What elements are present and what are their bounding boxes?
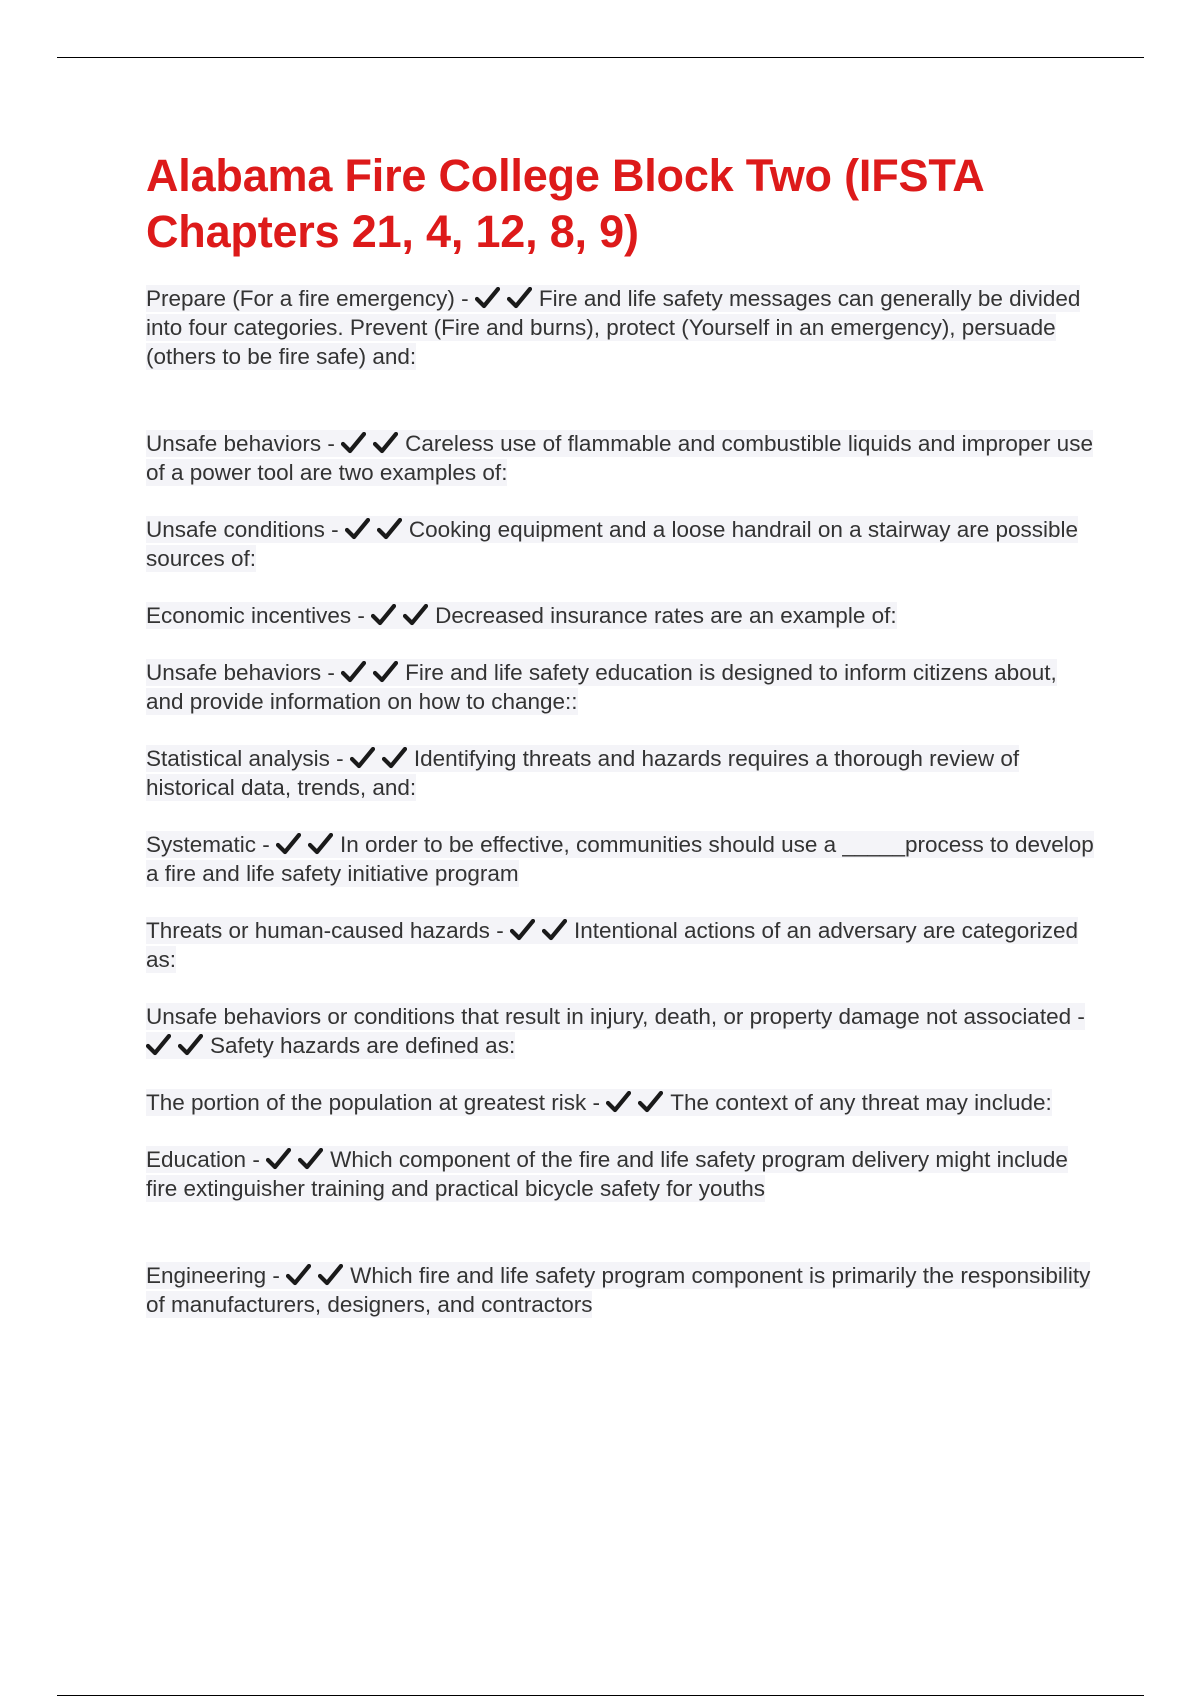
- qa-separator: -: [351, 603, 372, 628]
- qa-answer: Threats or human-caused hazards: [146, 918, 490, 943]
- qa-answer: Engineering: [146, 1263, 267, 1288]
- qa-item: [146, 429, 1096, 487]
- qa-list: [146, 284, 1096, 1319]
- check-mark-icon: [146, 1034, 171, 1056]
- check-mark-icon: [318, 1264, 343, 1286]
- check-mark-icon: [341, 432, 366, 454]
- qa-question: Identifying threats and hazards requires a thorough review of historical data, trends, and:: [146, 746, 1020, 800]
- check-mark-icon: [382, 747, 407, 769]
- qa-item: [146, 601, 1096, 630]
- qa-item: [146, 1145, 1096, 1203]
- check-mark-icon: [373, 661, 398, 683]
- qa-separator: -: [266, 1263, 287, 1288]
- qa-item: [146, 744, 1096, 802]
- qa-answer: Unsafe behaviors: [146, 431, 322, 456]
- qa-answer: Unsafe conditions: [146, 517, 325, 542]
- bottom-rule: [57, 1695, 1144, 1696]
- qa-item: [146, 1261, 1096, 1319]
- qa-separator: -: [321, 660, 342, 685]
- qa-item: [146, 1088, 1096, 1117]
- qa-separator: -: [586, 1090, 607, 1115]
- check-mark-icon: [341, 661, 366, 683]
- check-mark-icon: [286, 1264, 311, 1286]
- qa-question: Safety hazards are defined as:: [210, 1033, 516, 1058]
- qa-question: Fire and life safety education is designed to inform citizens about, and provide information on how to change::: [146, 660, 1057, 714]
- qa-separator: -: [454, 286, 475, 311]
- qa-separator: -: [246, 1147, 267, 1172]
- qa-question: Cooking equipment and a loose handrail on a stairway are possible sources of:: [146, 517, 1079, 571]
- qa-separator: -: [489, 918, 510, 943]
- qa-answer: Education: [146, 1147, 247, 1172]
- check-mark-icon: [276, 833, 301, 855]
- check-mark-icon: [507, 287, 532, 309]
- qa-item: [146, 1002, 1096, 1060]
- qa-separator: -: [256, 832, 277, 857]
- check-mark-icon: [542, 919, 567, 941]
- qa-question: Fire and life safety messages can generally be divided into four categories. Prevent (Fire and burns), protect (Yourself in an emergency), persuade (others to be fire safe) and:: [146, 286, 1081, 369]
- qa-item: [146, 830, 1096, 888]
- qa-answer: The portion of the population at greatest risk: [146, 1090, 587, 1115]
- check-mark-icon: [377, 518, 402, 540]
- document-title: Alabama Fire College Block Two (IFSTA Chapters 21, 4, 12, 8, 9): [146, 150, 983, 257]
- qa-separator: -: [321, 431, 342, 456]
- check-mark-icon: [308, 833, 333, 855]
- top-rule: [57, 57, 1144, 58]
- check-mark-icon: [266, 1148, 291, 1170]
- qa-separator: -: [329, 746, 350, 771]
- qa-item: [146, 658, 1096, 716]
- qa-question: Decreased insurance rates are an example of:: [435, 603, 897, 628]
- check-mark-icon: [345, 518, 370, 540]
- qa-question: Which component of the fire and life safety program delivery might include fire extinguisher training and practical bicycle safety for youths: [146, 1147, 1068, 1201]
- qa-item: [146, 916, 1096, 974]
- qa-answer: Prepare (For a fire emergency): [146, 286, 455, 311]
- qa-question: The context of any threat may include:: [670, 1090, 1052, 1115]
- document-body: [146, 148, 1096, 1319]
- check-mark-icon: [606, 1091, 631, 1113]
- qa-question: Which fire and life safety program component is primarily the responsibility of manufacturers, designers, and contractors: [146, 1263, 1091, 1317]
- check-mark-icon: [403, 604, 428, 626]
- qa-answer: Unsafe behaviors or conditions that result in injury, death, or property damage not associated: [146, 1004, 1072, 1029]
- qa-answer: Systematic: [146, 832, 257, 857]
- check-mark-icon: [298, 1148, 323, 1170]
- check-mark-icon: [371, 604, 396, 626]
- qa-question: Careless use of flammable and combustible liquids and improper use of a power tool are two examples of:: [146, 431, 1093, 485]
- check-mark-icon: [510, 919, 535, 941]
- qa-answer: Statistical analysis: [146, 746, 330, 771]
- qa-question: In order to be effective, communities should use a _____process to develop a fire and life safety initiative program: [146, 832, 1094, 886]
- qa-answer: Unsafe behaviors: [146, 660, 322, 685]
- check-mark-icon: [638, 1091, 663, 1113]
- qa-separator: -: [324, 517, 345, 542]
- check-mark-icon: [373, 432, 398, 454]
- qa-item: [146, 284, 1096, 371]
- check-mark-icon: [475, 287, 500, 309]
- qa-question: Intentional actions of an adversary are categorized as:: [146, 918, 1078, 972]
- check-mark-icon: [178, 1034, 203, 1056]
- qa-item: [146, 515, 1096, 573]
- check-mark-icon: [350, 747, 375, 769]
- qa-answer: Economic incentives: [146, 603, 352, 628]
- qa-separator: -: [1071, 1004, 1085, 1029]
